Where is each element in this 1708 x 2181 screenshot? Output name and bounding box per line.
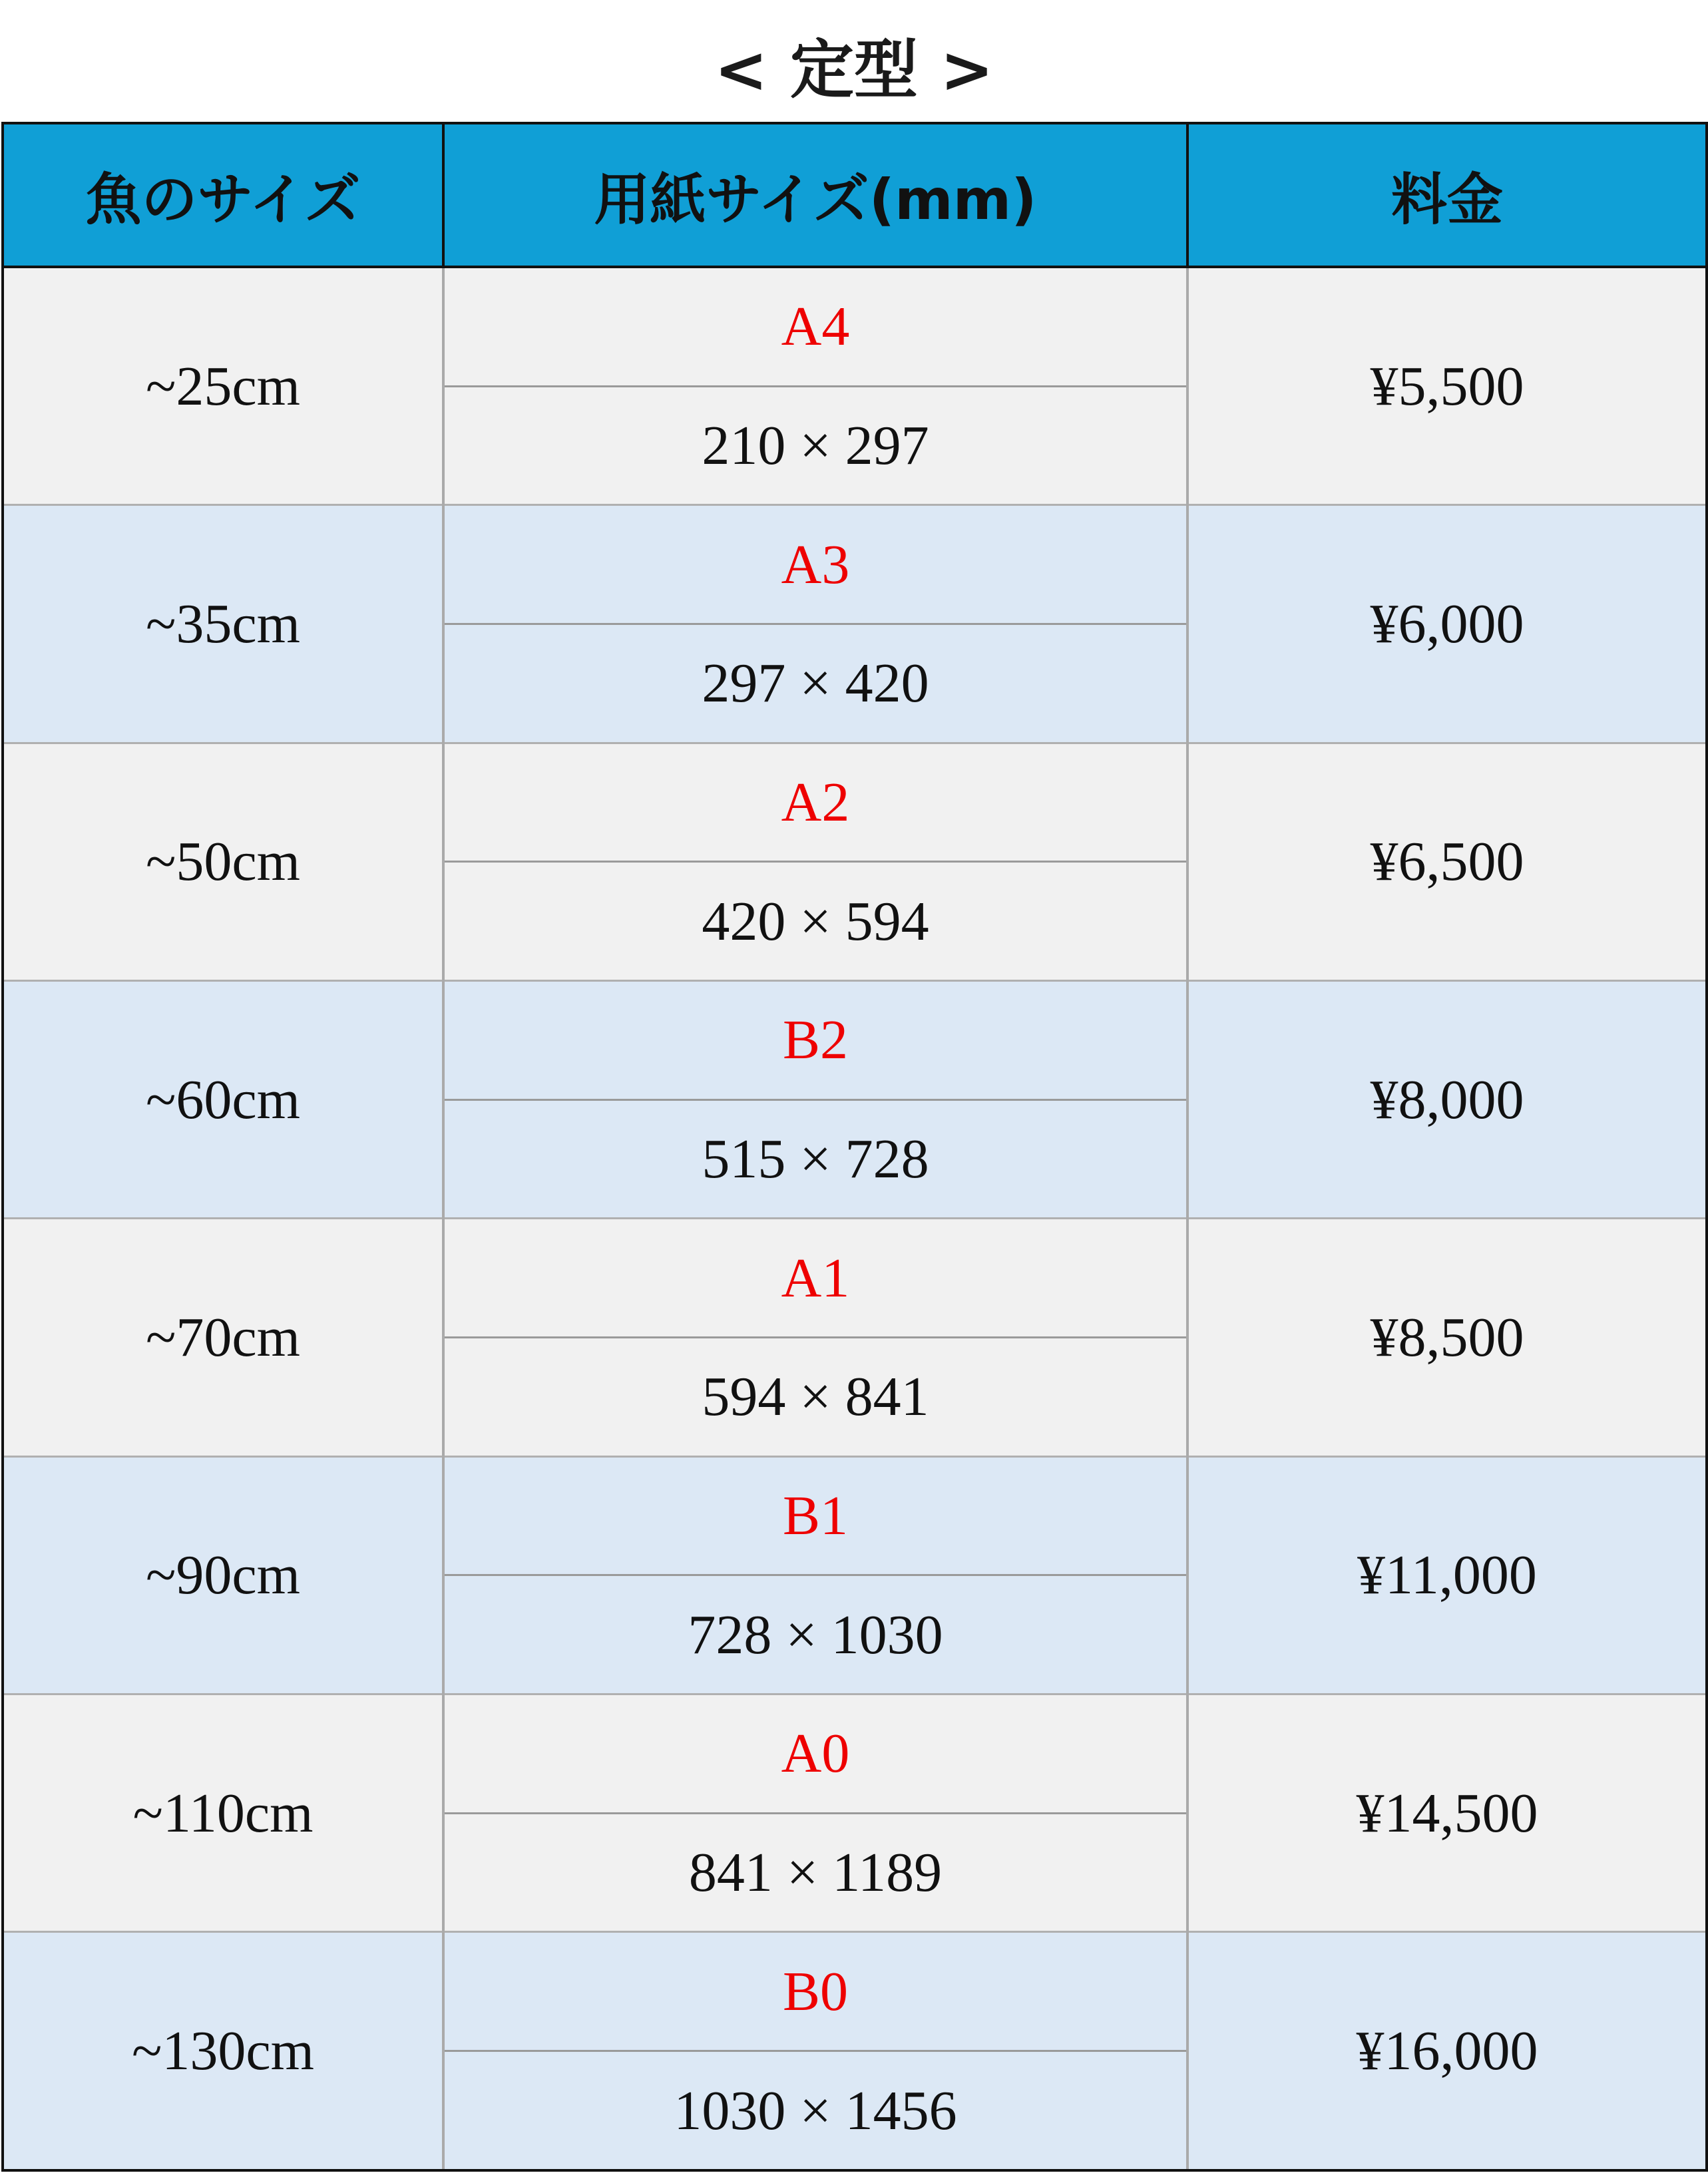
fish-size-cell: ~60cm <box>3 981 443 1219</box>
page-title: < 定型 > <box>714 33 994 107</box>
dimensions-cell: 210 × 297 <box>443 386 1187 505</box>
fish-size-cell: ~50cm <box>3 743 443 980</box>
price-table <box>1 122 1708 2172</box>
price-cell: ¥8,000 <box>1187 981 1707 1219</box>
paper-size-cell: A2 <box>443 743 1187 862</box>
paper-size-cell: B0 <box>443 1932 1187 2051</box>
dimensions-cell: 420 × 594 <box>443 862 1187 981</box>
dimensions-cell: 297 × 420 <box>443 624 1187 743</box>
paper-size-cell: B1 <box>443 1456 1187 1575</box>
paper-size-cell: A0 <box>443 1694 1187 1814</box>
header-price: 料金 <box>1187 123 1707 267</box>
table-row <box>3 1694 1707 1814</box>
dimensions-cell: 728 × 1030 <box>443 1575 1187 1694</box>
table-row <box>3 1932 1707 2051</box>
dimensions-cell: 841 × 1189 <box>443 1813 1187 1932</box>
price-cell: ¥8,500 <box>1187 1219 1707 1456</box>
header-fish-size: 魚のサイズ <box>3 123 443 267</box>
price-cell: ¥6,500 <box>1187 743 1707 980</box>
price-cell: ¥5,500 <box>1187 267 1707 505</box>
price-cell: ¥16,000 <box>1187 1932 1707 2170</box>
fish-size-cell: ~25cm <box>3 267 443 505</box>
price-cell: ¥6,000 <box>1187 505 1707 743</box>
dimensions-cell: 1030 × 1456 <box>443 2051 1187 2170</box>
table-row <box>3 743 1707 862</box>
fish-size-cell: ~110cm <box>3 1694 443 1932</box>
dimensions-cell: 515 × 728 <box>443 1099 1187 1219</box>
table-row <box>3 1219 1707 1338</box>
fish-size-cell: ~90cm <box>3 1456 443 1694</box>
price-cell: ¥14,500 <box>1187 1694 1707 1932</box>
paper-size-cell: B2 <box>443 981 1187 1100</box>
table-row <box>3 1456 1707 1575</box>
dimensions-cell: 594 × 841 <box>443 1338 1187 1457</box>
paper-size-cell: A4 <box>443 267 1187 386</box>
table-row <box>3 981 1707 1100</box>
paper-size-cell: A3 <box>443 505 1187 624</box>
table-row <box>3 505 1707 624</box>
fish-size-cell: ~130cm <box>3 1932 443 2170</box>
fish-size-cell: ~70cm <box>3 1219 443 1456</box>
header-paper-size: 用紙サイズ(mm) <box>443 123 1187 267</box>
fish-size-cell: ~35cm <box>3 505 443 743</box>
header-row <box>3 123 1707 267</box>
price-cell: ¥11,000 <box>1187 1456 1707 1694</box>
paper-size-cell: A1 <box>443 1219 1187 1338</box>
table-row <box>3 267 1707 386</box>
